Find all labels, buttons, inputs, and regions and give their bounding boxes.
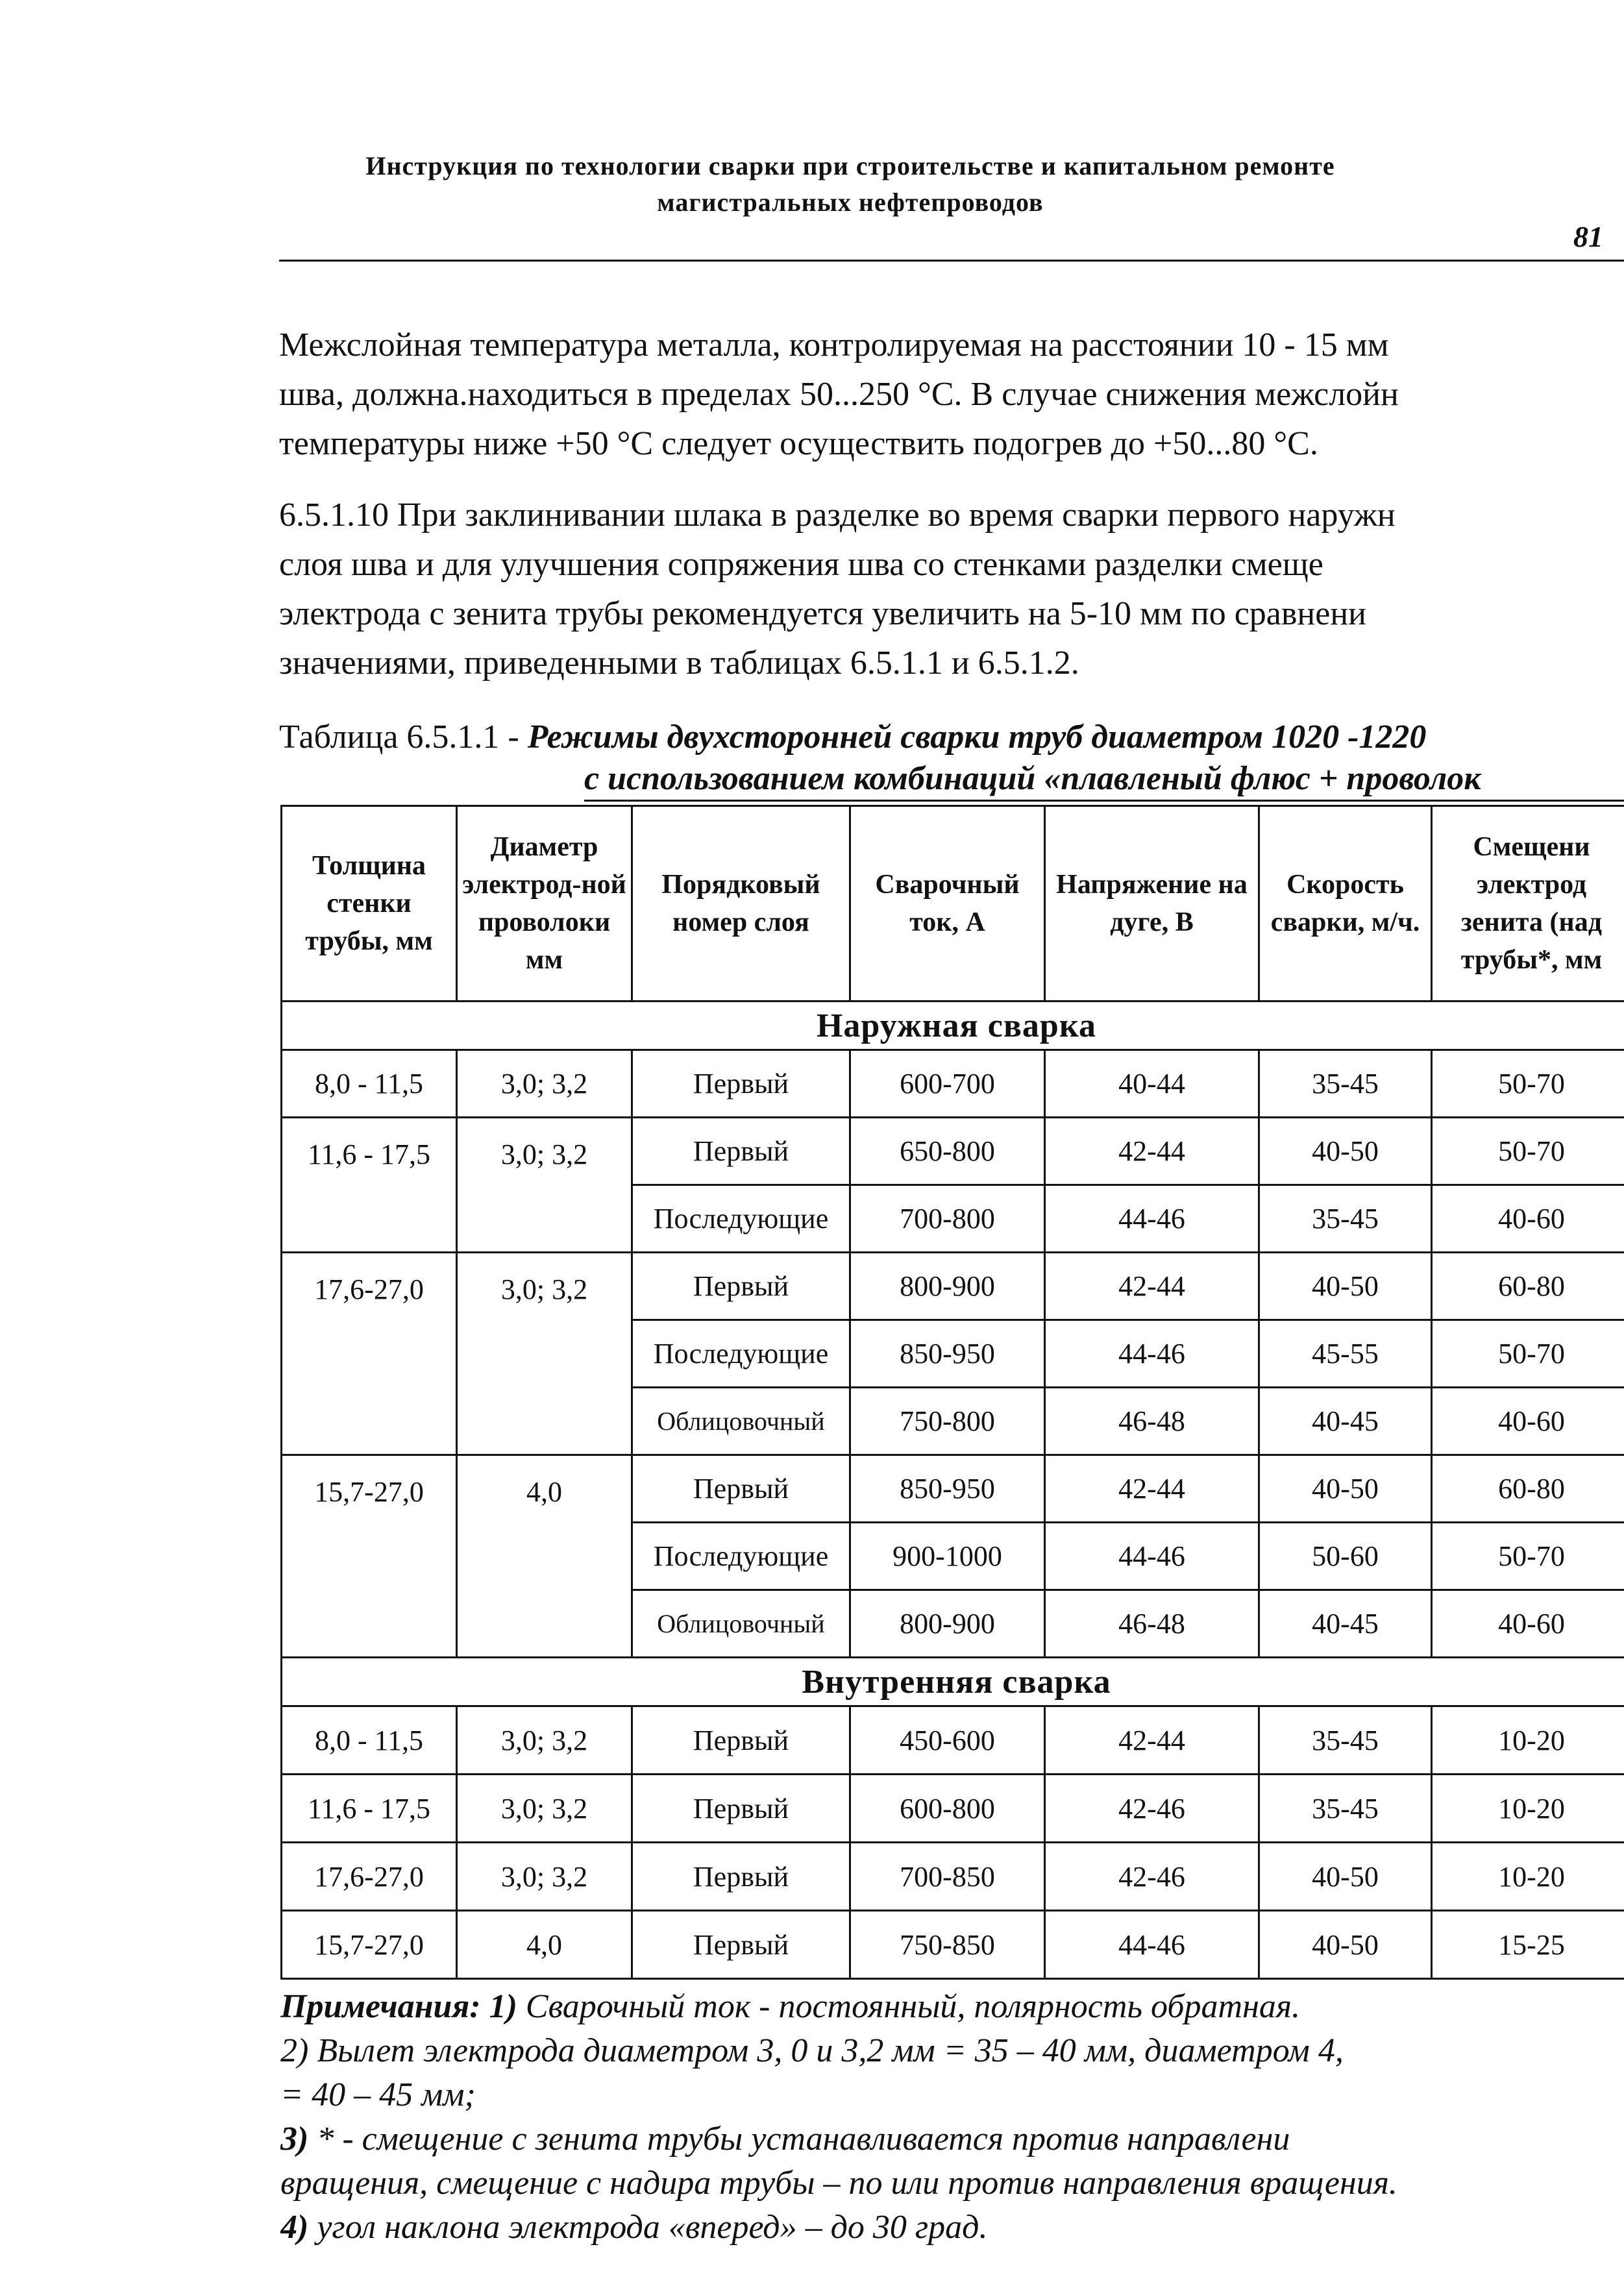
table-row [282,1253,1624,1320]
cell-voltage: 42-44 [1045,1455,1259,1523]
header-layer-number: Порядковый номер слоя [632,806,850,1002]
caption-underline [584,800,1624,802]
table-row [282,1843,1624,1911]
table-caption-prefix: Таблица 6.5.1.1 - [279,719,528,756]
cell-diameter: 3,0; 3,2 [457,1706,632,1775]
page-number: 81 [1573,220,1603,253]
cell-diameter: 3,0; 3,2 [457,1253,632,1455]
notes-label: Примечания: [280,1988,481,2025]
cell-layer: Последующие [632,1523,850,1590]
cell-speed: 40-45 [1259,1388,1432,1455]
cell-voltage: 42-44 [1045,1253,1259,1320]
header-title-line1: Инструкция по технологии сварки при строительстве и капитальном ремонте [365,151,1335,180]
note-3-number: 3) [280,2120,309,2157]
note-2-line1: 2) Вылет электрода диаметром 3, 0 и 3,2 мм = 35 – 40 мм, диаметром 4, [280,2032,1344,2069]
cell-speed: 50-60 [1259,1523,1432,1590]
cell-thickness: 15,7-27,0 [282,1455,457,1658]
cell-current: 800-900 [850,1253,1045,1320]
cell-offset: 60-80 [1432,1455,1624,1523]
table-row [282,1050,1624,1118]
cell-diameter: 4,0 [457,1455,632,1658]
cell-layer: Первый [632,1706,850,1775]
cell-speed: 35-45 [1259,1706,1432,1775]
header-divider [279,260,1624,262]
note-4-text: угол наклона электрода «вперед» – до 30 град. [317,2209,988,2246]
cell-speed: 40-50 [1259,1118,1432,1185]
cell-speed: 35-45 [1259,1050,1432,1118]
table-row [282,1911,1624,1979]
table-caption-title: Режимы двухсторонней сварки труб диаметром 1020 -1220 [527,719,1427,756]
header-arc-voltage: Напряжение на дуге, В [1045,806,1259,1002]
document-header [273,148,1428,221]
cell-current: 750-800 [850,1388,1045,1455]
cell-current: 750-850 [850,1911,1045,1979]
cell-diameter: 3,0; 3,2 [457,1775,632,1843]
para1-line: Межслойная температура металла, контролируемая на расстоянии 10 - 15 мм [279,326,1389,363]
cell-voltage: 44-46 [1045,1320,1259,1388]
cell-voltage: 42-46 [1045,1775,1259,1843]
cell-speed: 40-50 [1259,1843,1432,1911]
cell-offset: 40-60 [1432,1185,1624,1253]
cell-layer: Последующие [632,1185,850,1253]
header-welding-current: Сварочный ток, А [850,806,1045,1002]
cell-layer: Облицовочный [632,1590,850,1658]
cell-thickness: 15,7-27,0 [282,1911,457,1979]
para2-line: слоя шва и для улучшения сопряжения шва со стенками разделки смеще [279,546,1323,583]
note-4-number: 4) [280,2209,309,2246]
cell-offset: 50-70 [1432,1320,1624,1388]
header-welding-speed: Скорость сварки, м/ч. [1259,806,1432,1002]
cell-diameter: 3,0; 3,2 [457,1843,632,1911]
table-row [282,1455,1624,1523]
cell-thickness: 8,0 - 11,5 [282,1050,457,1118]
section-title-inner: Внутренняя сварка [282,1658,1624,1706]
section-title-outer: Наружная сварка [282,1002,1624,1050]
para2-line: 6.5.1.10 При заклинивании шлака в разделке во время сварки первого наружн [279,497,1396,534]
table-caption-title2: с использованием комбинаций «плавленый флюс + проволок [584,760,1481,797]
table-row [282,1775,1624,1843]
note-1 [280,1985,1624,2029]
cell-offset: 10-20 [1432,1775,1624,1843]
cell-offset: 40-60 [1432,1388,1624,1455]
cell-offset: 15-25 [1432,1911,1624,1979]
cell-thickness: 11,6 - 17,5 [282,1775,457,1843]
cell-current: 700-800 [850,1185,1045,1253]
cell-layer: Первый [632,1253,850,1320]
header-title-line2: магистральных нефтепроводов [657,188,1044,217]
cell-diameter: 4,0 [457,1911,632,1979]
para1-line: температуры ниже +50 °С следует осуществить подогрев до +50...80 °С. [279,425,1318,462]
cell-voltage: 44-46 [1045,1911,1259,1979]
cell-current: 850-950 [850,1455,1045,1523]
cell-speed: 40-50 [1259,1911,1432,1979]
table-caption [279,717,1624,758]
cell-layer: Первый [632,1775,850,1843]
paragraph-6-5-1-10 [279,491,1624,688]
cell-offset: 10-20 [1432,1843,1624,1911]
welding-modes-table [280,805,1624,1980]
cell-voltage: 44-46 [1045,1185,1259,1253]
header-thickness: Толщина стенки трубы, мм [282,806,457,1002]
note-3-line2: вращения, смещение с надира трубы – по или против направления вращения. [280,2165,1397,2202]
note-2-line2: = 40 – 45 мм; [280,2076,476,2113]
cell-current: 450-600 [850,1706,1045,1775]
section-row-outer [282,1002,1624,1050]
cell-speed: 40-45 [1259,1590,1432,1658]
cell-layer: Первый [632,1118,850,1185]
cell-voltage: 42-46 [1045,1843,1259,1911]
cell-thickness: 11,6 - 17,5 [282,1118,457,1253]
cell-thickness: 17,6-27,0 [282,1253,457,1455]
cell-thickness: 8,0 - 11,5 [282,1706,457,1775]
cell-voltage: 40-44 [1045,1050,1259,1118]
cell-layer: Облицовочный [632,1388,850,1455]
table-header-row [282,806,1624,1002]
cell-current: 850-950 [850,1320,1045,1388]
note-1-number: 1) [489,1988,517,2025]
cell-voltage: 46-48 [1045,1590,1259,1658]
cell-current: 700-850 [850,1843,1045,1911]
cell-current: 600-800 [850,1775,1045,1843]
cell-speed: 40-50 [1259,1253,1432,1320]
cell-current: 600-700 [850,1050,1045,1118]
cell-voltage: 46-48 [1045,1388,1259,1455]
note-4 [280,2206,1624,2250]
section-row-inner [282,1658,1624,1706]
para2-line: электрода с зенита трубы рекомендуется увеличить на 5-10 мм по сравнени [279,595,1366,632]
table-row [282,1118,1624,1185]
cell-layer: Первый [632,1843,850,1911]
note-3 [280,2117,1624,2161]
note-3-line1: * - смещение с зенита трубы устанавливается против направлени [317,2120,1290,2157]
cell-speed: 40-50 [1259,1455,1432,1523]
cell-diameter: 3,0; 3,2 [457,1050,632,1118]
cell-offset: 50-70 [1432,1050,1624,1118]
cell-layer: Первый [632,1911,850,1979]
cell-current: 800-900 [850,1590,1045,1658]
cell-speed: 35-45 [1259,1185,1432,1253]
cell-speed: 35-45 [1259,1775,1432,1843]
para2-line: значениями, приведенными в таблицах 6.5.1.1 и 6.5.1.2. [279,645,1079,682]
cell-layer: Первый [632,1050,850,1118]
cell-offset: 60-80 [1432,1253,1624,1320]
cell-voltage: 42-44 [1045,1706,1259,1775]
paragraph-interlayer-temperature [279,321,1624,469]
cell-current: 650-800 [850,1118,1045,1185]
header-wire-diameter: Диаметр электрод-ной проволоки мм [457,806,632,1002]
cell-layer: Последующие [632,1320,850,1388]
cell-offset: 40-60 [1432,1590,1624,1658]
cell-offset: 10-20 [1432,1706,1624,1775]
cell-offset: 50-70 [1432,1523,1624,1590]
cell-diameter: 3,0; 3,2 [457,1118,632,1253]
cell-current: 900-1000 [850,1523,1045,1590]
cell-speed: 45-55 [1259,1320,1432,1388]
cell-layer: Первый [632,1455,850,1523]
note-1-text: Сварочный ток - постоянный, полярность обратная. [525,1988,1301,2025]
cell-offset: 50-70 [1432,1118,1624,1185]
cell-thickness: 17,6-27,0 [282,1843,457,1911]
cell-voltage: 42-44 [1045,1118,1259,1185]
para1-line: шва, должна.находиться в пределах 50...250 °С. В случае снижения межслойн [279,376,1399,413]
header-electrode-offset: Смещени электрод зенита (над трубы*, мм [1432,806,1624,1002]
cell-voltage: 44-46 [1045,1523,1259,1590]
table-row [282,1706,1624,1775]
